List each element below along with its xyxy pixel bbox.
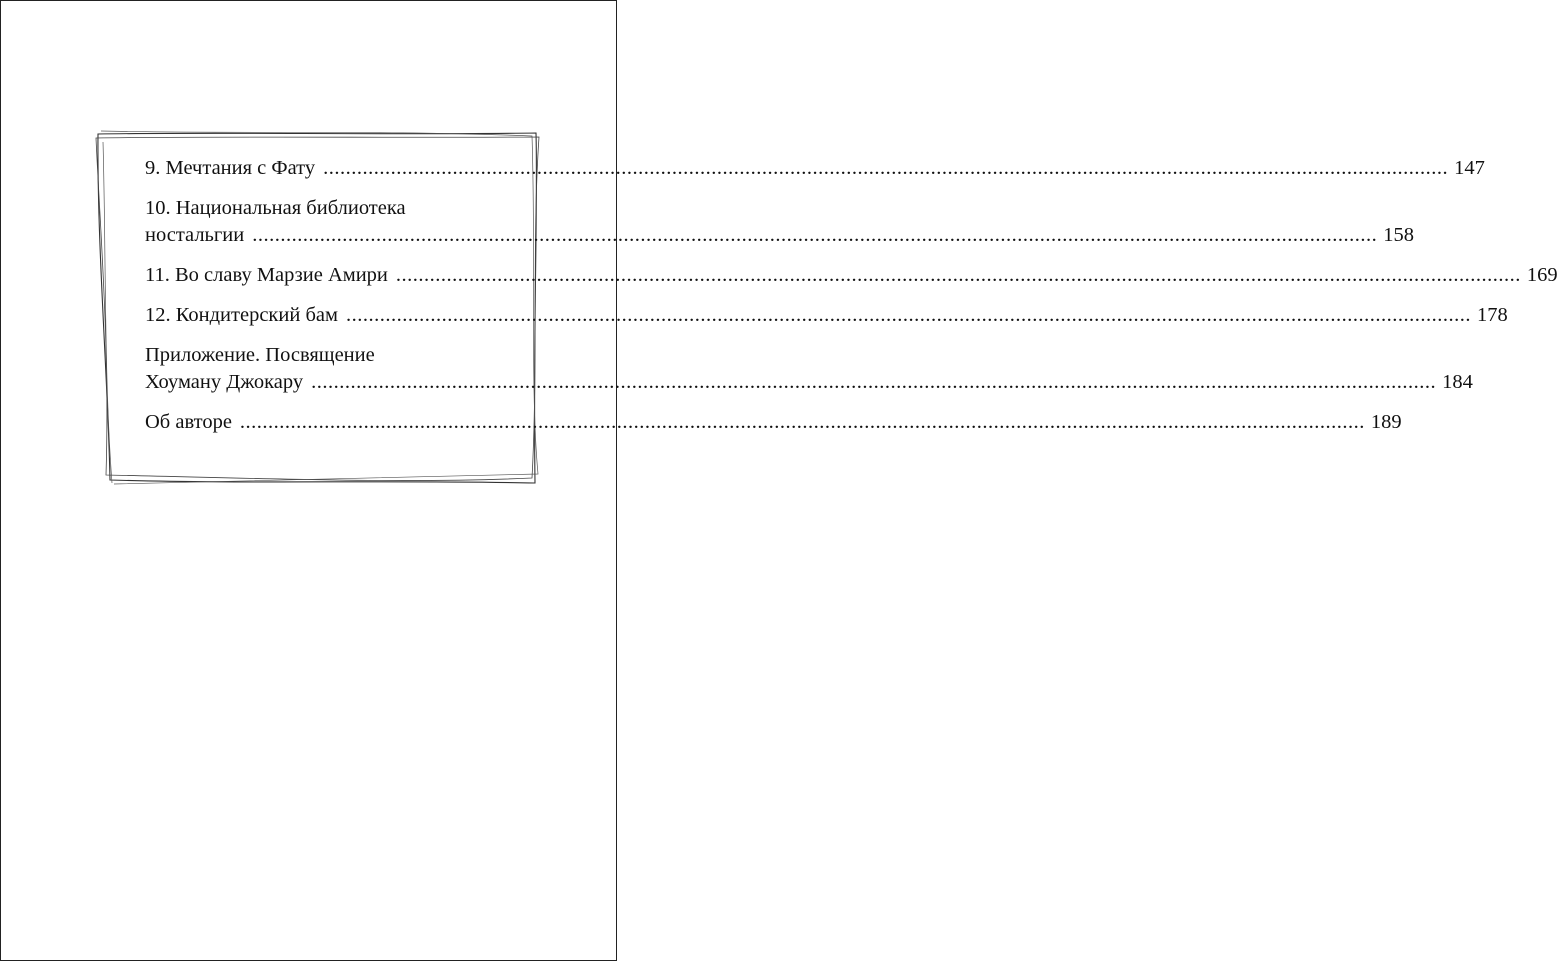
table-of-contents (145, 155, 1558, 449)
toc-title: Об авторе (145, 411, 232, 433)
toc-entry (145, 342, 1473, 396)
toc-line (145, 302, 1508, 329)
toc-entry (145, 195, 1414, 249)
toc-leader-dots: ........................................................................................................................................................................................................ (239, 411, 1365, 433)
toc-line (145, 409, 1402, 436)
toc-leader-dots: ........................................................................................................................................................................................................ (395, 264, 1521, 286)
toc-page-number: 178 (1476, 304, 1508, 326)
toc-entry (145, 262, 1558, 289)
toc-title: 11. Во славу Марзие Амири (145, 264, 388, 286)
toc-title: 12. Кондитерский бам (145, 304, 338, 326)
toc-title-line: Приложение. Посвящение (145, 344, 375, 366)
toc-title: ностальгии (145, 224, 245, 246)
toc-title: Хоуману Джокару (145, 371, 304, 393)
toc-title-line: 10. Национальная библиотека (145, 197, 406, 219)
toc-line (145, 369, 1473, 396)
toc-line (145, 222, 1414, 249)
toc-leader-dots: ........................................................................................................................................................................................................ (323, 157, 1449, 179)
toc-page-number: 184 (1442, 371, 1473, 393)
toc-entry (145, 302, 1508, 329)
toc-leader-dots: ........................................................................................................................................................................................................ (345, 304, 1471, 326)
toc-line (145, 262, 1558, 289)
toc-page-number: 169 (1526, 264, 1558, 286)
toc-leader-dots: ........................................................................................................................................................................................................ (311, 371, 1437, 393)
toc-title: 9. Мечтания с Фату (145, 157, 316, 179)
toc-line (145, 155, 1485, 182)
toc-page-number: 158 (1383, 224, 1414, 246)
toc-entry (145, 409, 1402, 436)
toc-page-number: 189 (1370, 411, 1402, 433)
toc-entry (145, 155, 1485, 182)
toc-page-number: 147 (1454, 157, 1485, 179)
toc-leader-dots: ........................................................................................................................................................................................................ (252, 224, 1378, 246)
